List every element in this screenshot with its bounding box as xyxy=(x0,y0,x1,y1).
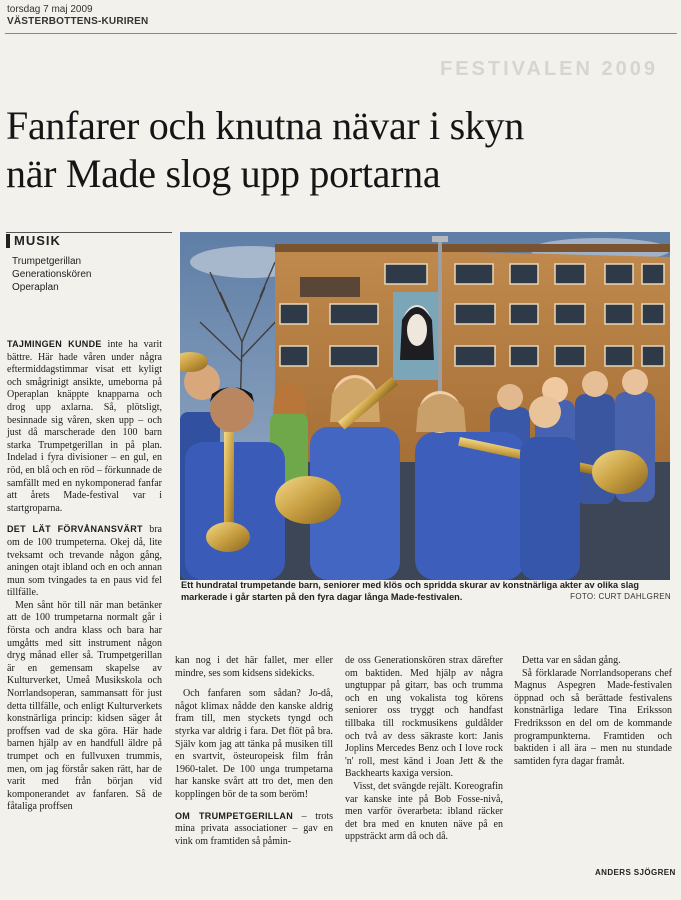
section-label: MUSIK xyxy=(6,234,61,248)
photo-caption: Ett hundratal trumpetande barn, seniorer med klös och spridda skurar av konstnärliga akter av olika slag markerade i går starten på den fyra dagar långa Made-festivalen. xyxy=(181,580,639,602)
paragraph: de oss Generationskören strax därefter om baktiden. Med hjälp av några ungtuppar på gitarr, bas och trumma och en ung vokalista tog körens seniorer oss tryggt och handfast tillbaka till rockmusikens guldålder och två av dess säkraste kort: Janis Joplins Mercedes Benz och I love rock 'n' roll, mest känd i Joan Jett & the Backhearts kaxiga version. xyxy=(345,655,503,780)
paragraph-text: bra om de 100 trumpeterna. Okej då, lite tveksamt och trevande någon gång, aningen otajt ibland och en och annan mun som tvingades ta en paus vid fel tillfälle. xyxy=(7,524,162,599)
article-column-2 xyxy=(175,655,333,848)
section-tags xyxy=(12,255,92,294)
newspaper-name: VÄSTERBOTTENS-KURIREN xyxy=(7,16,149,27)
paragraph xyxy=(7,523,162,600)
tag: Trumpetgerillan xyxy=(12,256,82,267)
page-header xyxy=(7,4,677,28)
header-divider xyxy=(5,33,677,34)
article-photo xyxy=(180,232,670,580)
byline: ANDERS SJÖGREN xyxy=(595,868,676,877)
issue-date: torsdag 7 maj 2009 xyxy=(7,4,93,15)
article-column-4 xyxy=(514,655,672,768)
article-column-1 xyxy=(7,338,162,814)
paragraph xyxy=(175,810,333,849)
paragraph: Men sånt hör till när man betänker att de 100 trumpetarna normalt går i första och andra klass och bara har umgåtts med sitt instrument någon dryg månad eller så. Trumpetgerillan är en gemensam skapelse av Kulturverket, Umeå Musikskola och Norrlandsoperan, sammansatt för just detta tillfälle, och enligt Kulturverkets konstnärliga princip: kidsen säger åt proffsen vad de ska göra. Här hade barnen hjälp av en handfull äldre på trumpet och en fullvuxen trummis, men, om jag förstår saken rätt, har de varit med från början vid komponerandet av fanfaren. Så de fåtaliga proffsen xyxy=(7,599,162,813)
lead-in: TAJMINGEN KUNDE xyxy=(7,339,102,349)
paragraph: Detta var en sådan gång. xyxy=(522,655,621,666)
headline xyxy=(6,102,676,198)
tag: Operaplan xyxy=(12,282,59,293)
bleed-through-text: FESTIVALEN 2009 xyxy=(440,58,659,80)
lead-in: OM TRUMPETGERILLAN xyxy=(175,810,293,821)
photo-credit: FOTO: CURT DAHLGREN xyxy=(570,592,671,601)
paragraph: Och fanfaren som sådan? Jo-då, något klimax nådde den kanske aldrig fram till, men styckets tyngd och styrka var aldrig i fara. Det flöt på bra. Själv kom jag att tänka på musiken till en svartvit, östeuropeisk film från 1960-talet. De 100 unga trumpetarna har kanske svårt att tro det, men den kopplingen bör de ta som beröm! xyxy=(175,688,333,800)
paragraph xyxy=(7,338,162,515)
headline-line-2: när Made slog upp portarna xyxy=(6,151,441,196)
trumpet-children-photo xyxy=(180,232,670,580)
article-column-3 xyxy=(345,655,503,844)
paragraph: kan nog i det här fallet, mer eller mindre, ses som kidsens sidekicks. xyxy=(175,655,333,679)
paragraph-text: – trots mina privata associationer – gav en vink om framtiden så påmin- xyxy=(175,810,333,847)
headline-line-1: Fanfarer och knutna nävar i skyn xyxy=(6,103,524,148)
lead-in: DET LÄT FÖRVÅNANSVÄRT xyxy=(7,524,143,535)
tag: Generationskören xyxy=(12,269,92,280)
paragraph: Visst, det svängde rejält. Koreografin var kanske inte på Bob Fosse-nivå, men varför överarbeta: ibland räcker det bra med en knuten näve på en uppsträckt arm då och då. xyxy=(345,780,503,843)
paragraph: Så förklarade Norrlandsoperans chef Magnus Aspegren Made-festivalen öppnad och så berättade festivalens konstnärliga ledare Tina Eriksson Fredriksson en del om de kommande programpunkterna. Framtiden och baktiden i all ära – men nu stundade samtiden fyra dagar framåt. xyxy=(514,667,672,767)
paragraph-text: inte ha varit bättre. Här hade våren under några eftermiddagstimmar visat ett kyligt och smågrinigt ansikte, umeborna på Operaplan knäppte knapparna och drog upp axlarna. Så, plötsligt, besinnade sig våren, sken upp – och just då marscherade den 100 barn starka Trumpetgerillan in på plan. Indelad i fyra divisioner – en gul, en röd, en blå och en röd – förkunnade de samfällt med en nykomponerad fanfar att årets Made-festival var i startgroparna. xyxy=(7,339,163,514)
